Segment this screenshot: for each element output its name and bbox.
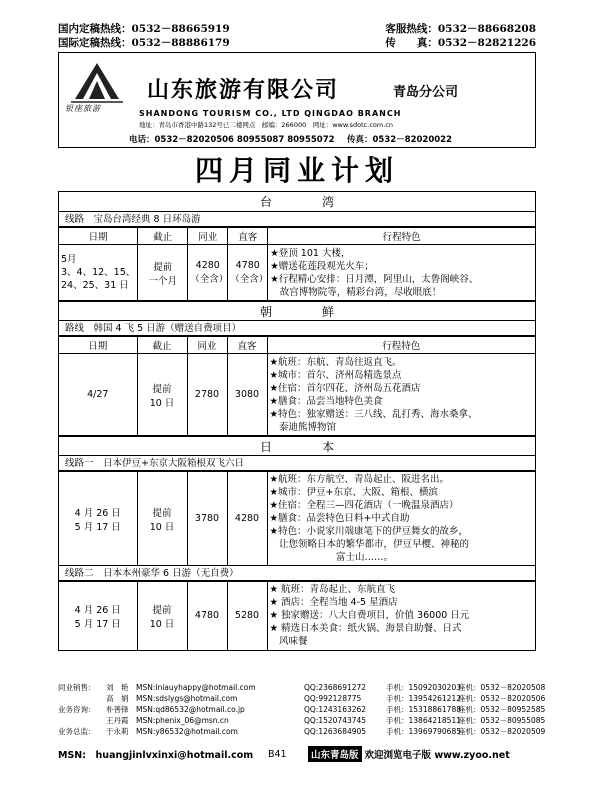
japan-table-2 — [59, 581, 535, 650]
peer-price: 2780 — [187, 354, 227, 436]
fax-hotline: 传 真：0532－82821226 — [385, 37, 536, 49]
hotline-bar — [58, 22, 536, 50]
list-item: 业务总监： 于永莉 MSN:y86532@hotmail.com QQ:1263684905 手机：13969790685 座机：0532－82020509 — [58, 727, 546, 736]
direct-price: 4780 （全含） — [228, 245, 268, 301]
section-heading-korea: 朝鲜 — [59, 301, 535, 321]
taiwan-table — [59, 227, 535, 301]
peer-price: 3780 — [187, 472, 227, 566]
trip-features: ★航班：东方航空、青岛起止、阪进名出。 ★城市：伊豆+东京、大阪、箱根、横滨 ★住宿：全程三—四花酒店（一晚温泉酒店） ★膳食：品尝特色日料+中式自助 ★特色：小说家川端康笔下的伊豆舞女的故乡， 让您领略日本的繁华都市，伊豆早樱、神秘的 富士山……。 — [267, 472, 535, 566]
col-direct: 直客 — [227, 337, 267, 354]
col-date: 日期 — [59, 228, 138, 245]
table-row — [59, 245, 535, 301]
direct-price: 5280 — [227, 582, 267, 650]
edition-badge: 山东青岛版 — [308, 746, 362, 762]
col-deadline: 截止 — [137, 337, 187, 354]
trip-features: ★登顶 101 大楼， ★赠送花莲段观光火车； ★行程精心安排：日月潭，阿里山，太鲁阁峡谷、 故宫博物院等，精彩台湾，尽收眼底！ — [268, 245, 535, 301]
korea-table — [59, 336, 535, 436]
col-direct: 直客 — [228, 228, 268, 245]
route-japan-1: 线路一 日本伊豆+东京大阪箱根双飞六日 — [59, 456, 535, 471]
page-title: 四月同业计划 — [194, 154, 399, 187]
trip-deadline: 提前 10 日 — [137, 582, 187, 650]
company-address: 地址：青岛市香港中路132号已二楼网点 邮编：266000 网址：www.sdotc.com.cn — [139, 121, 393, 129]
peer-price: 4780 — [187, 582, 227, 650]
peer-price: 4280 （全含） — [188, 245, 228, 301]
taiwan-header-row — [59, 228, 535, 245]
trip-dates: 5月 3、4、12、15、 24、25、31 日 — [59, 245, 138, 301]
company-fax: 传真：0532－82020022 — [347, 135, 452, 145]
table-row — [59, 354, 535, 436]
company-name: 山东旅游有限公司 — [147, 77, 340, 103]
hotline-row-2 — [58, 36, 536, 50]
schedule-table — [58, 191, 536, 651]
section-heading-japan: 日本 — [59, 436, 535, 456]
branch-name: 青岛分公司 — [393, 85, 459, 100]
contact-list — [58, 682, 546, 737]
section-heading-taiwan: 台湾 — [59, 192, 535, 212]
company-header — [58, 52, 536, 148]
col-features: 行程特色 — [268, 228, 535, 245]
trip-dates: 4 月 26 日 5 月 17 日 — [59, 472, 137, 566]
page-footer — [58, 745, 536, 763]
footer-tagline[interactable]: 欢迎浏览电子版 www.zyoo.net — [364, 750, 510, 761]
trip-deadline: 提前 10 日 — [137, 354, 187, 436]
trip-features: ★航班：东航、青岛往返直飞。 ★城市：首尔、济州岛精选景点 ★住宿：首尔四花、济州岛五花酒店 ★膳食：品尝当地特色美食 ★特色：独家赠送：三八线、乱打秀、海水桑拿、 泰迪熊博物馆 — [267, 354, 535, 436]
col-peer: 同业 — [187, 337, 227, 354]
table-row — [59, 472, 535, 566]
list-item: 高 娟 MSN:sdslygs@hotmail.com QQ:992128775 手机：13954261212 座机：0532－82020506 — [106, 694, 546, 703]
trip-deadline: 提前 10 日 — [137, 472, 187, 566]
list-item: 王丹霞 MSN:phenix_06@msn.cn QQ:1520743745 手机：13864218511 座机：0532－80955085 — [106, 716, 546, 725]
col-peer: 同业 — [188, 228, 228, 245]
table-row — [59, 582, 535, 650]
trip-features: ★ 航班：青岛起止、东航直飞 ★ 酒店：全程当地 4-5 星酒店 ★ 独家赠送：八大自费项目，价值 36000 日元 ★ 精选日本美食：纸火锅、海景自助餐、日式 风味餐 — [267, 582, 535, 650]
list-item: 同业销售： 刘 艳 MSN:lniauyhappy@hotmail.com QQ:2368691272 手机：15092030203 座机：0532－82020508 — [58, 683, 546, 692]
trip-dates: 4 月 26 日 5 月 17 日 — [59, 582, 137, 650]
page-number: B41 — [268, 748, 287, 760]
korea-header-row — [59, 337, 535, 354]
col-features: 行程特色 — [267, 337, 535, 354]
hotline-row-1 — [58, 22, 536, 36]
service-hotline: 客服热线：0532－88668208 — [385, 23, 536, 35]
domestic-hotline: 国内定稿热线：0532－88665919 — [58, 23, 230, 35]
direct-price: 4280 — [227, 472, 267, 566]
route-taiwan: 线路 宝岛台湾经典 8 日环岛游 — [59, 212, 535, 227]
col-deadline: 截止 — [138, 228, 188, 245]
company-phone: 电话：0532－82020506 80955087 80955072 — [129, 135, 335, 145]
route-korea: 路线 韩国 4 飞 5 日游（赠送自费项目） — [59, 321, 535, 336]
logo-text: 银座旅游 — [65, 104, 101, 113]
international-hotline: 国际定稿热线：0532－88886179 — [58, 37, 230, 49]
route-japan-2: 线路二 日本本州豪华 6 日游（无自费） — [59, 566, 535, 581]
list-item: 业务咨询： 朴善锋 MSN:qd86532@hotmail.co.jp QQ:1243163262 手机：15318861788 座机：0532－80952585 — [58, 705, 546, 714]
trip-dates: 4/27 — [59, 354, 137, 436]
japan-table-1 — [59, 471, 535, 566]
footer-msn[interactable]: MSN: huangjinlvxinxi@hotmail.com — [58, 750, 254, 761]
trip-deadline: 提前 一个月 — [138, 245, 188, 301]
direct-price: 3080 — [227, 354, 267, 436]
col-date: 日期 — [59, 337, 137, 354]
company-name-en: SHANDONG TOURISM CO., LTD QINGDAO BRANCH — [139, 109, 402, 118]
